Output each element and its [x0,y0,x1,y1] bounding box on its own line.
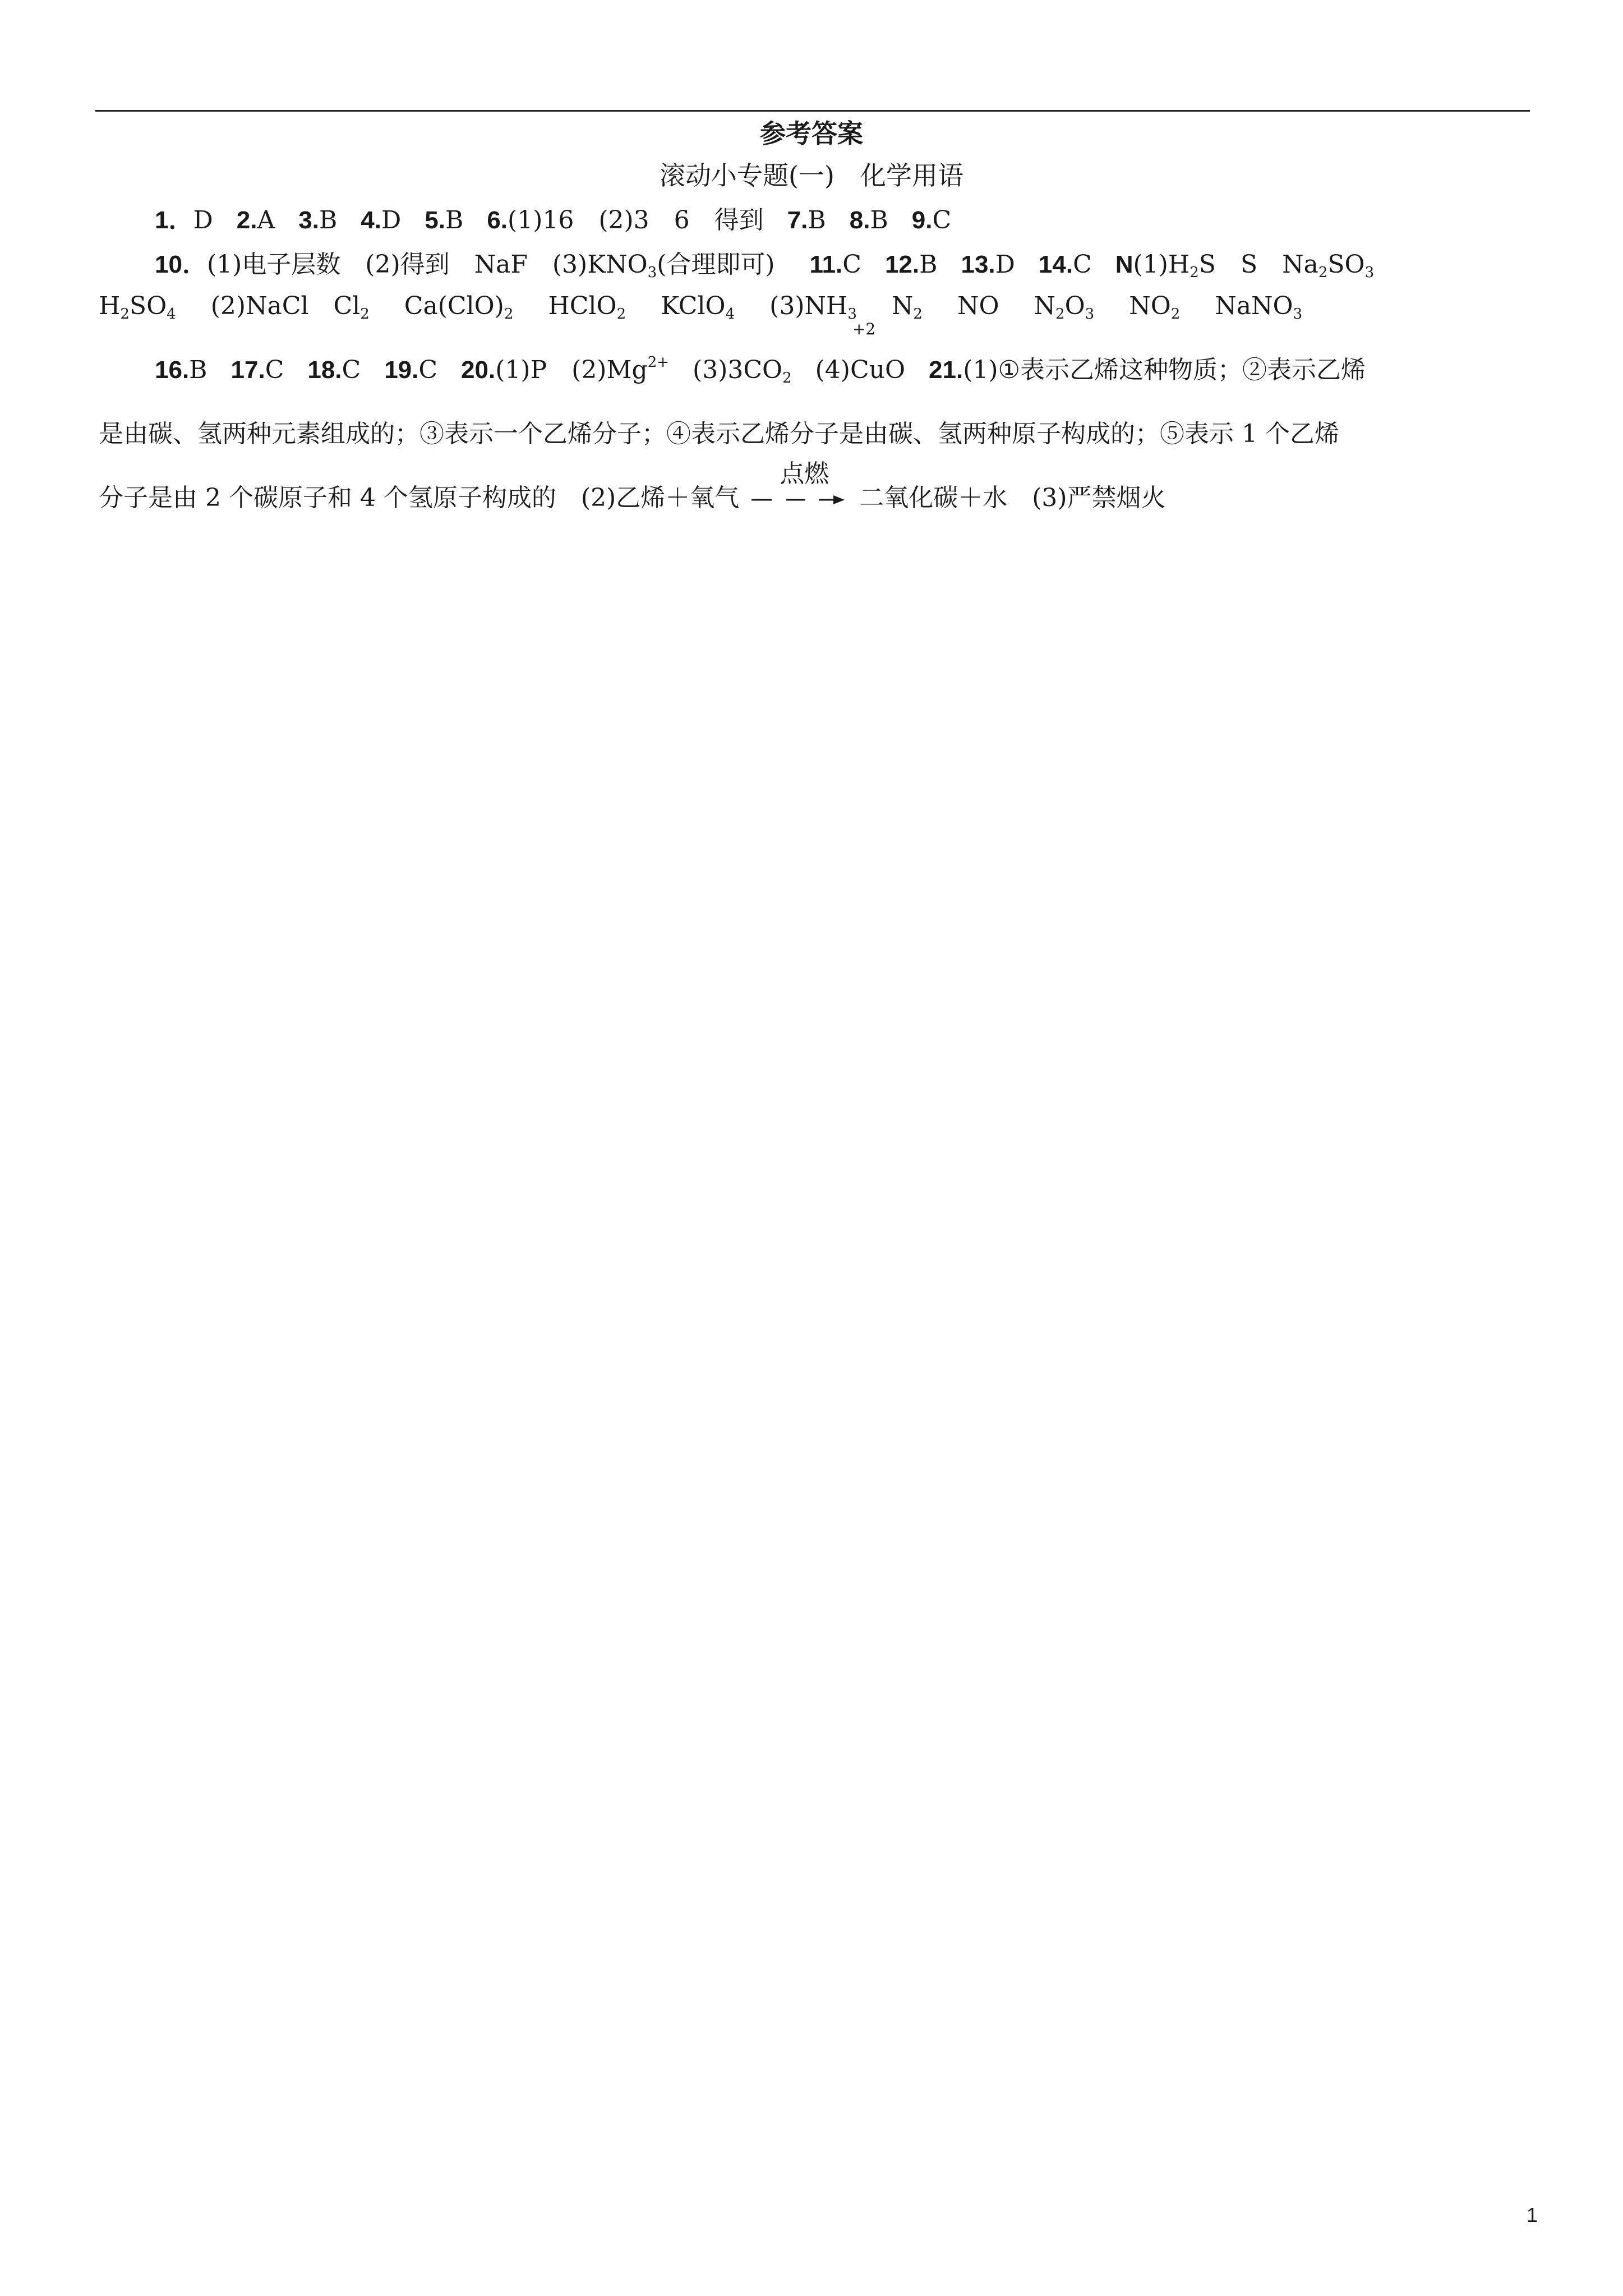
top-rule [95,110,1530,112]
answer-line-1: 1．D 2.A 3.B 4.D 5.B 6.(1)16 (2)3 6 得到 7.B 8.B 9.C [155,206,952,234]
page-number: 1 [1526,2203,1538,2226]
answer-line-2: 10．(1)电子层数 (2)得到 NaF $(3)KNO_3$(合理即可) 11.C 12.B 13.D 14.C $N(1)H_2S$ S $Na_2SO_3$ [155,250,1375,281]
section-title: 滚动小专题(一) 化学用语 [660,160,963,191]
page-title: 参考答案 [760,118,863,149]
answer-line-4: 16.B 17.C 18.C 19.C 20.(1)P $(2)Mg^{2+}$ $(3)3CO_2$ (4) +2 CuO 21.(1)①表示乙烯这种物质；②表示乙烯 [99,352,1530,388]
answer-line-3: $H_2SO_4$ (2)NaCl $Cl_2$ $Ca(ClO)_2$ HClO$_2$ KClO$_4$ $(3)NH_3$ $N_2$ NO $N_2O_3$ $NO_2$ NaNO$_3$ [99,292,1303,323]
arrow-icon [751,492,847,509]
answer-line-5: 是由碳、氢两种元素组成的；③表示一个乙烯分子；④表示乙烯分子是由碳、氢两种原子构成的；⑤表示 1 个乙烯 [99,420,1339,448]
answer-line-6: 分子是由 2 个碳原子和 4 个氢原子构成的 (2)乙烯＋氧气 点燃 二氧化碳＋水 (3)严禁烟火 [99,459,1166,512]
reaction-arrow: 点燃 [751,489,847,511]
valence-cuo: +2 CuO [850,320,906,384]
